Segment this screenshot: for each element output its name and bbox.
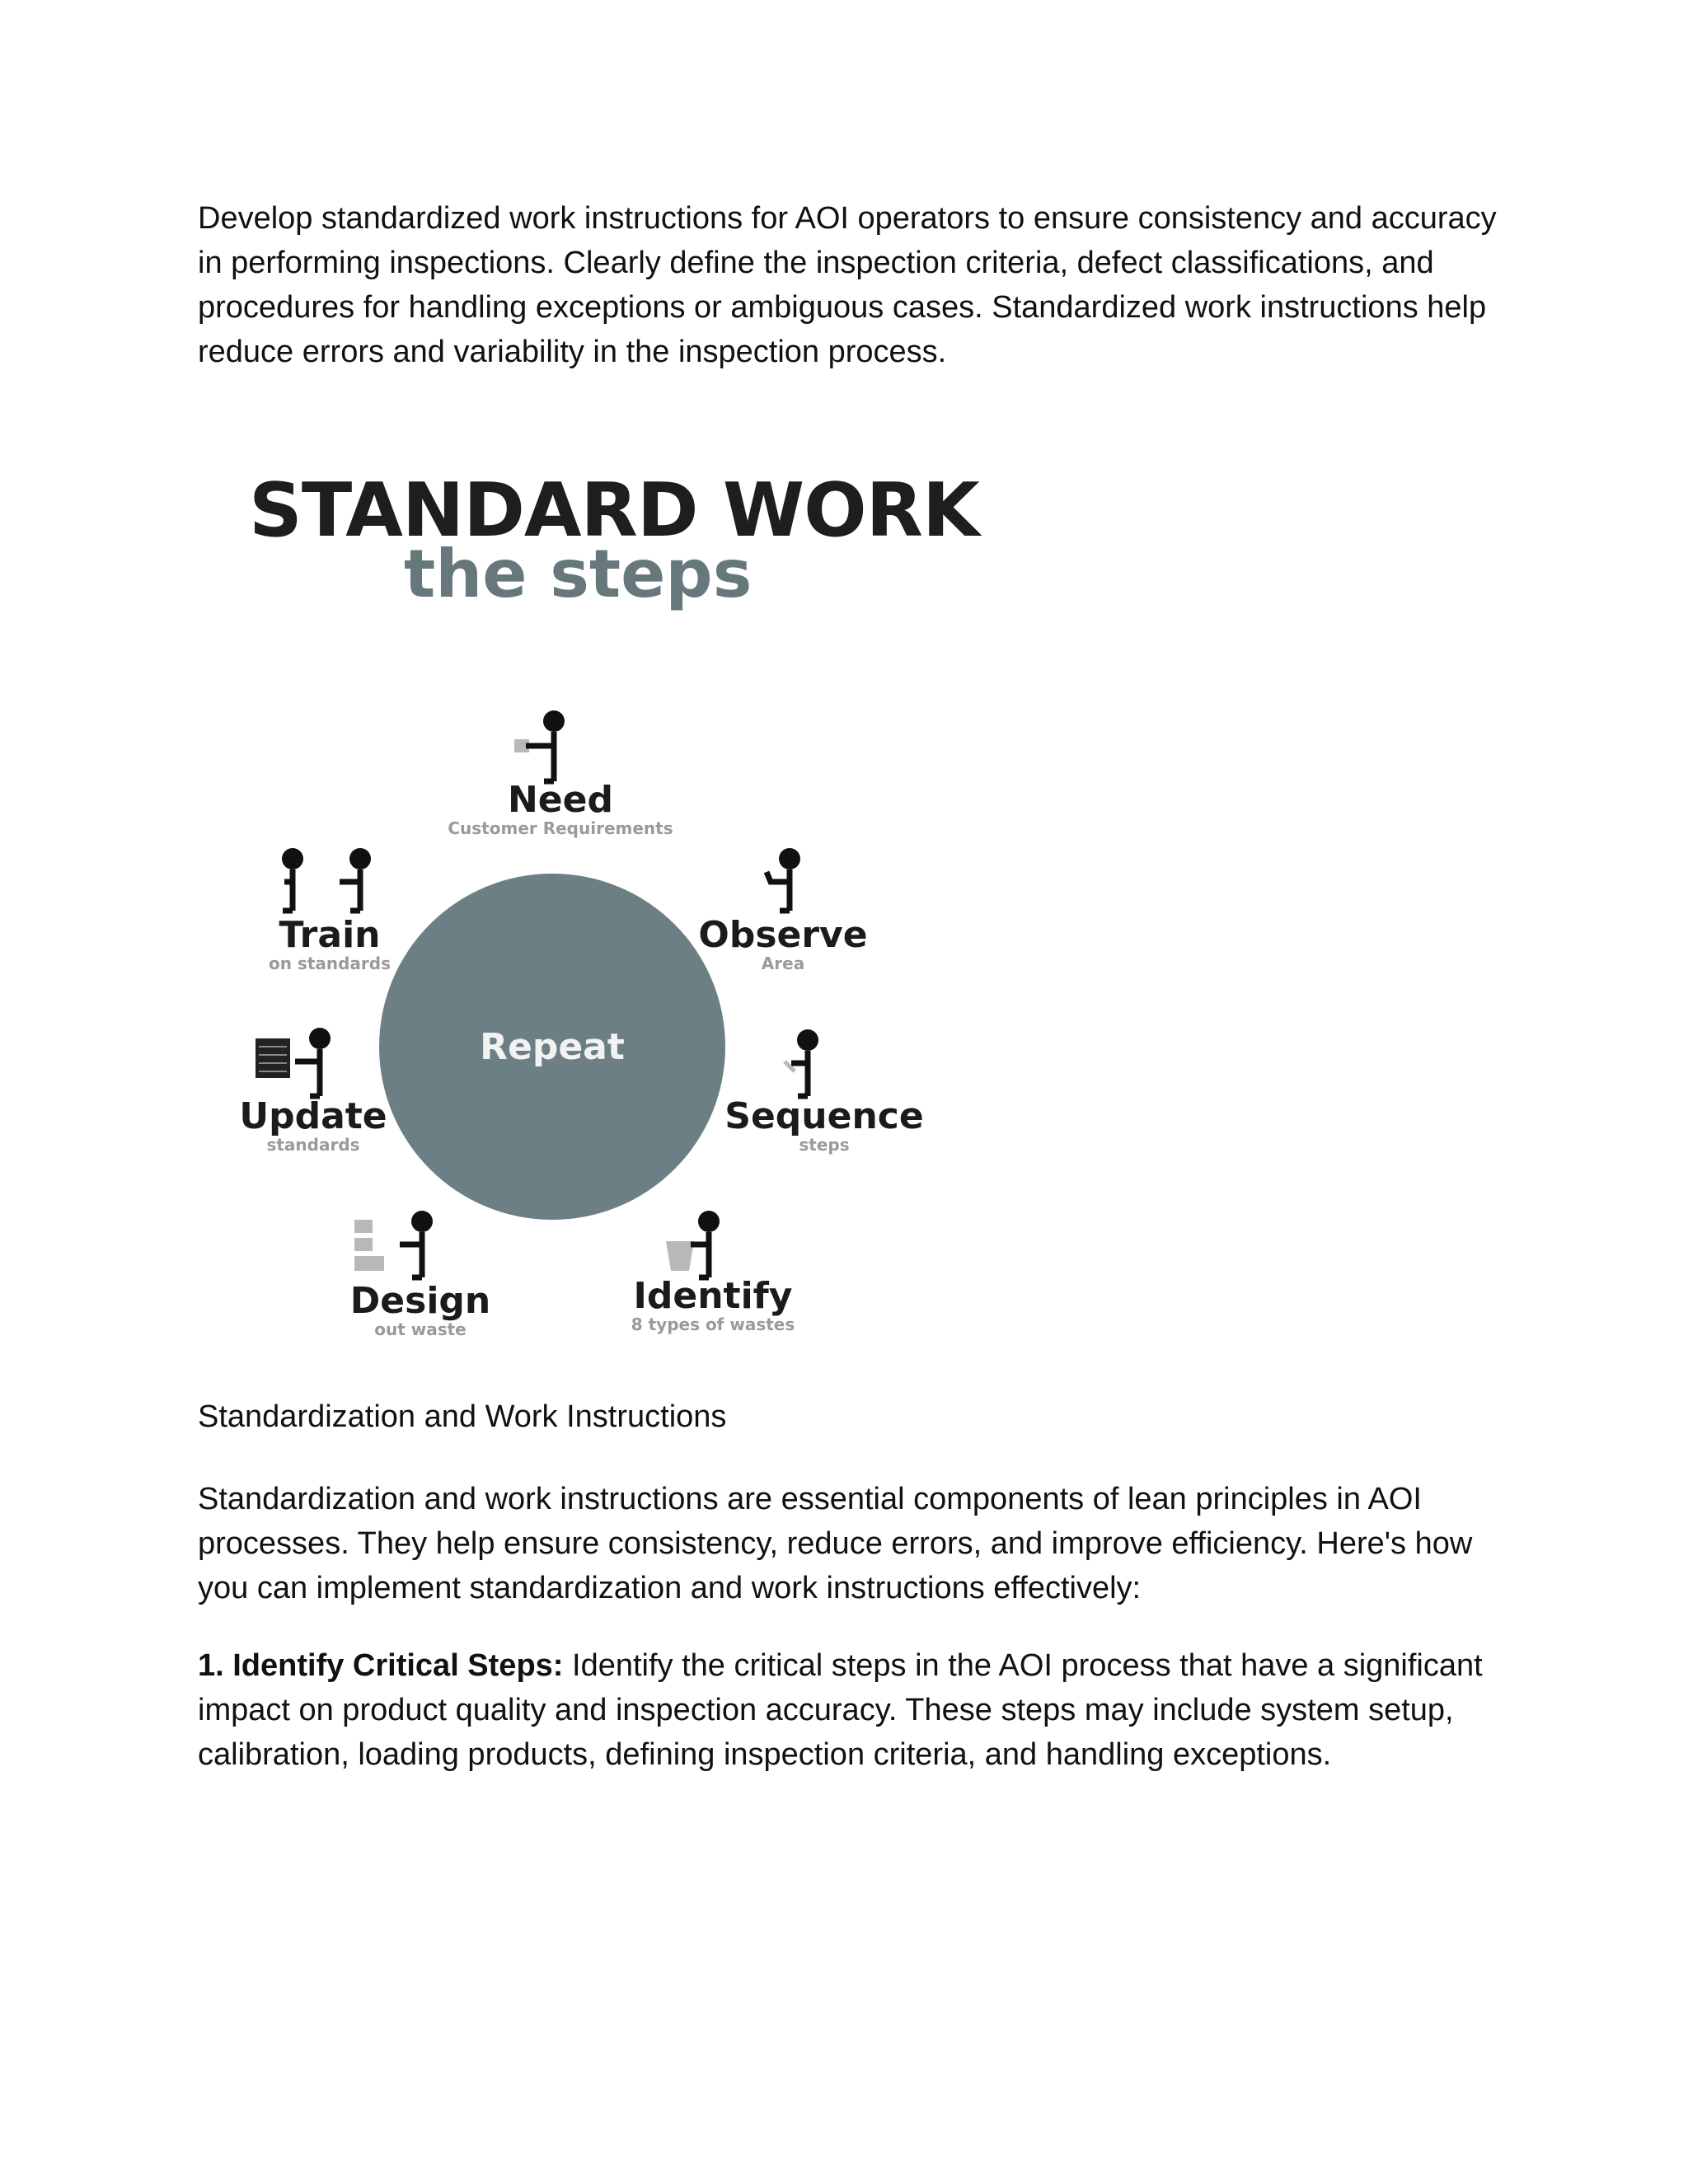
step-need xyxy=(429,781,692,837)
identify-bin-icon xyxy=(666,1211,720,1277)
step-update xyxy=(206,1095,420,1155)
body-paragraph: Standardization and work instructions are essential components of lean principles in AOI processes. They help ensure consistency, reduce errors, and improve efficiency. Here's how you can implement standardization and work instructions effectively: xyxy=(198,1482,1473,1605)
step-sequence-sub: steps xyxy=(799,1135,850,1155)
step1-heading: 1. Identify Critical Steps: xyxy=(198,1648,564,1683)
step-observe-name: Observe xyxy=(698,914,868,956)
step-update-sub: standards xyxy=(266,1135,360,1155)
step-observe xyxy=(676,916,890,972)
figure-subtitle: the steps xyxy=(404,536,753,612)
figure-caption: Standardization and Work Instructions xyxy=(198,1399,727,1434)
step-update-name: Update xyxy=(239,1095,387,1137)
step-sequence-name: Sequence xyxy=(724,1095,924,1137)
step-identify-sub: 8 types of wastes xyxy=(631,1315,795,1334)
observe-person-icon xyxy=(767,848,800,911)
step-identify-name: Identify xyxy=(633,1275,793,1317)
update-board-icon xyxy=(256,1028,331,1096)
step-need-name: Need xyxy=(507,779,613,821)
step-train xyxy=(223,916,437,972)
train-persons-icon xyxy=(282,848,371,911)
step-train-name: Train xyxy=(279,914,381,956)
sequence-person-icon xyxy=(785,1029,818,1096)
repeat-label: Repeat xyxy=(480,1025,625,1068)
step1-text: Identify the critical steps in the AOI process that have a significant impact on product quality and inspection accuracy. These steps may include system setup, calibration, loading products, defining inspection criteria, and handling exceptions. xyxy=(198,1648,1483,1772)
step-identify xyxy=(606,1277,820,1333)
design-blocks-icon xyxy=(354,1211,433,1277)
need-person-icon xyxy=(514,710,565,781)
step-observe-sub: Area xyxy=(761,954,805,973)
step-train-sub: on standards xyxy=(268,954,392,973)
step1-paragraph xyxy=(198,1643,1517,1777)
step-sequence xyxy=(717,1095,931,1155)
step-design-name: Design xyxy=(349,1280,491,1322)
step-design xyxy=(313,1282,528,1338)
figure-title: STANDARD WORK xyxy=(249,467,979,554)
standard-work-figure xyxy=(231,462,979,1352)
intro-paragraph: Develop standardized work instructions for AOI operators to ensure consistency and accuracy in performing inspections. Clearly define the inspection criteria, defect classifications, and procedures for handling exceptions or ambiguous cases. Standardized work instructions help reduce errors and variability in the inspection process. xyxy=(198,201,1497,369)
step-need-sub: Customer Requirements xyxy=(448,818,673,838)
step-design-sub: out waste xyxy=(374,1319,467,1339)
